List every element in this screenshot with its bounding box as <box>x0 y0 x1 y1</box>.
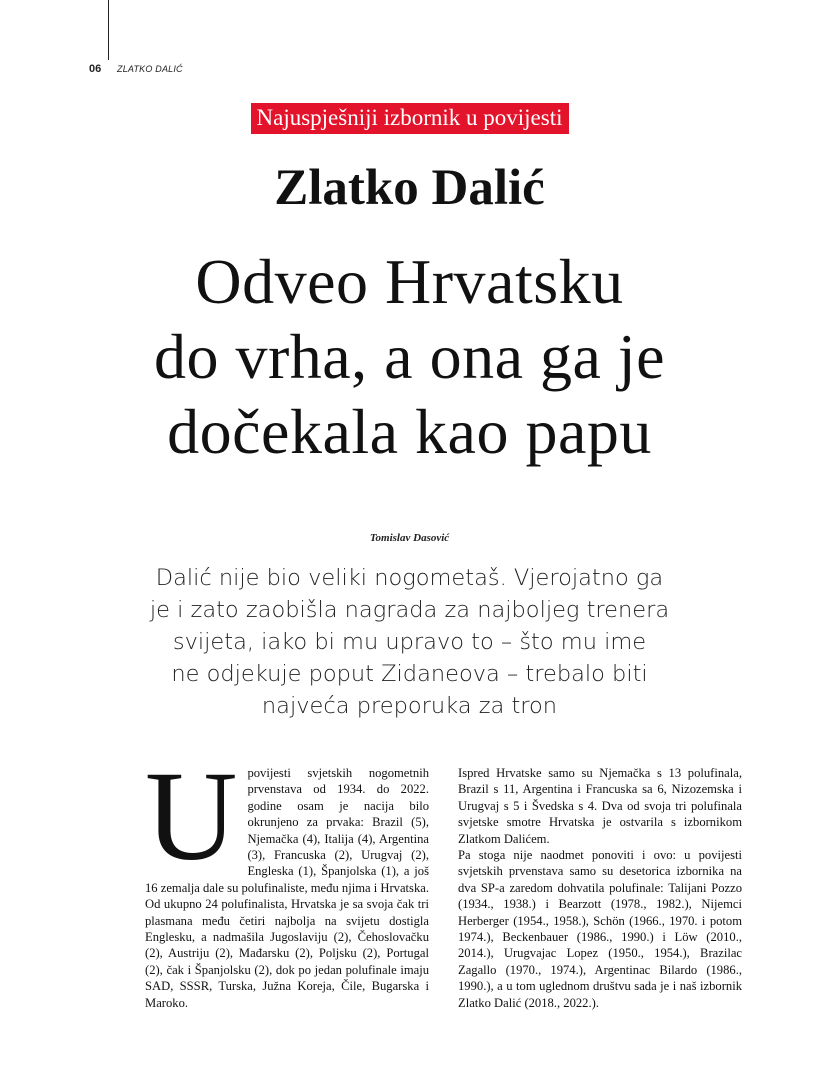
lead-line: je i zato zaobišla nagrada za najboljeg trenera <box>149 597 670 623</box>
subject-name: Zlatko Dalić <box>274 160 545 216</box>
headline-line: Odveo Hrvatsku <box>195 246 624 317</box>
kicker-container <box>0 103 819 134</box>
lead-line: svijeta, iako bi mu upravo to – što mu ime <box>172 629 647 655</box>
headline-line: dočekala kao papu <box>167 396 652 467</box>
body-paragraph: Pa stoga nije naodmet ponoviti i ovo: u povijesti svjetskih prvenstava samo su desetorica izbornika na dva SP-a zaredom dohvatila polufinale: Talijani Pozzo (1934., 1938.) i Bearzott (1978., 1982.), Nijemci Herberger (1954., 1958.), Schön (1966., 1970. i potom 1974.), Beckenbauer (1986., 1990.) i Löw (2010., 2014.), Urugvajac Lopez (1950., 1954.), Brazilac Zagallo (1970., 1974.), Argentinac Bilardo (1986., 1990.), a u tom uglednom društvu sada je i naš izbornik Zlatko Dalić (2018., 2022.). <box>458 848 742 1010</box>
body-column-left <box>145 745 429 1011</box>
running-head: ZLATKO DALIĆ <box>117 64 183 74</box>
body-paragraph: Od ukupno 24 polufinalista, Hrvatska je sa svoja čak tri plasmana među četiri najbolja na svijetu dostigla Englesku, a nadmašila Jugoslaviju (2), Čehoslovačku (2), Austriju (2), Mađarsku (2), Poljsku (2), Portugal (2), čak i Španjolsku (2), dok po jedan polufinale imaju SAD, SSSR, Turska, Južna Koreja, Čile, Bugarska i Maroko. <box>145 897 429 1010</box>
page-number: 06 <box>89 63 102 75</box>
author-byline: Tomislav Dasović <box>369 532 450 544</box>
headline-line: do vrha, a ona ga je <box>153 321 666 392</box>
body-paragraph: povijesti svjetskih nogometnih prvenstava od 1934. do 2022. godine osam je nacija bilo okrunjeno za prvaka: Brazil (5), Njemačka (4), Italija (4), Argentina (3), Francuska (2), Urugvaj (2), Engleska (1), Španjolska (1), a još 16 zemalja dale su polufinaliste, među njima i Hrvatska. <box>145 766 429 895</box>
body-column-right <box>458 765 742 1011</box>
headline <box>0 244 819 469</box>
lead-line: najveća preporuka za tron <box>261 693 558 719</box>
lead-line: Dalić nije bio veliki nogometaš. Vjerojatno ga <box>155 565 664 591</box>
header-vertical-rule <box>108 0 109 60</box>
kicker-label: Najuspješniji izbornik u povijesti <box>251 103 569 134</box>
lead-line: ne odjekuje poput Zidaneova – trebalo biti <box>171 661 648 687</box>
drop-cap: U <box>145 745 238 887</box>
body-paragraph: Ispred Hrvatske samo su Njemačka s 13 polufinala, Brazil s 11, Argentina i Francuska sa 6, Nizozemska i Urugvaj s 5 i Švedska s 4. Dva od svoja tri polufinala svjetske smotre Hrvatska je ostvarila s izbornikom Zlatkom Dalićem. <box>458 766 742 846</box>
lead-paragraph <box>120 562 699 722</box>
